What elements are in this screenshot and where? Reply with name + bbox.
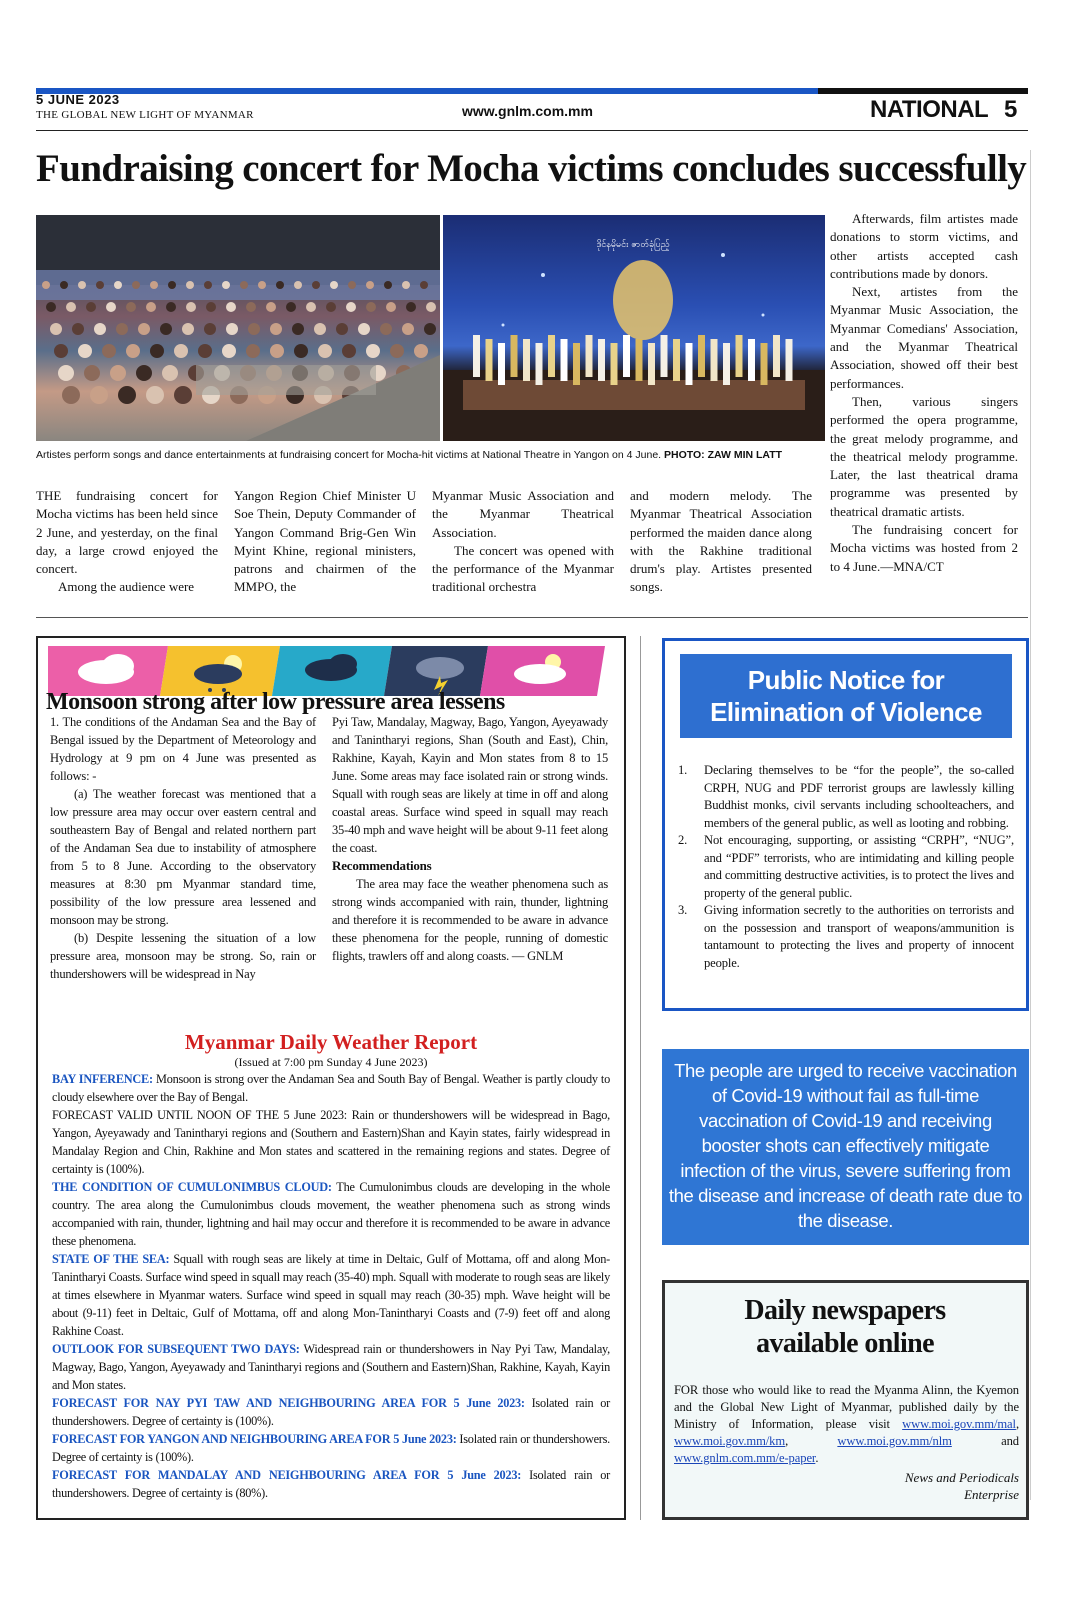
performer [523, 339, 530, 381]
audience-member [62, 386, 80, 404]
audience-member [330, 281, 338, 289]
notice-item: 2. Not encouraging, supporting, or assisting “CRPH”, “NUG”, and “PDF” terrorists, who are intimidating and killing people and committing destructive activities, is to protect the lives and property of the general public. [678, 833, 1014, 900]
audience-member [46, 302, 56, 312]
monsoon-headline: Monsoon strong after low pressure area lessens [46, 689, 505, 715]
performer [498, 343, 505, 385]
audience-member [306, 302, 316, 312]
photo-caption: Artistes perform songs and dance entertainments at fundraising concert for Mocha-hit victims at National Theatre in Yangon on 4 June. PHOTO: ZAW MIN LATT [36, 449, 783, 461]
audience-member [326, 302, 336, 312]
public-notice-title: Public Notice for Elimination of Violence [680, 654, 1012, 738]
audience-member [314, 323, 326, 335]
issue-date: 5 JUNE 2023 [36, 92, 120, 107]
audience-member [90, 386, 108, 404]
audience-member [58, 365, 74, 381]
audience-member [126, 302, 136, 312]
section-name: NATIONAL [870, 96, 989, 123]
audience-member [358, 323, 370, 335]
audience-member [174, 386, 192, 404]
audience-member [94, 323, 106, 335]
section-rule [36, 617, 1028, 618]
audience-member [150, 281, 158, 289]
audience-member [222, 344, 236, 358]
performer [723, 343, 730, 385]
audience-member [102, 344, 116, 358]
audience-member [342, 344, 356, 358]
audience-member [96, 281, 104, 289]
audience-member [424, 323, 436, 335]
audience-member [380, 323, 392, 335]
audience-member [226, 302, 236, 312]
bay-inference: BAY INFERENCE: Monsoon is strong over the Andaman Sea and South Bay of Bengal. Weather is partly cloudy to cloudy elsewhere over the Bay of Bengal. [52, 1072, 610, 1104]
forecast-nay-pyi-taw: FORECAST FOR NAY PYI TAW AND NEIGHBOURING AREA FOR 5 June 2023: Isolated rain or thundershowers. Degree of certainty is (100%). [52, 1396, 610, 1428]
audience-member [206, 302, 216, 312]
audience-member [132, 281, 140, 289]
audience-member [168, 281, 176, 289]
audience-member [198, 344, 212, 358]
audience-member [292, 323, 304, 335]
header-rule [36, 130, 1028, 131]
notice-item: 3. Giving information secretly to the authorities on terrorists and on the possession and transport of weapons/ammunition is tantamount to protecting the lives and property of innocent people. [678, 903, 1014, 970]
audience-member [174, 344, 188, 358]
audience-member [72, 323, 84, 335]
performer [748, 339, 755, 381]
audience-member [150, 344, 164, 358]
weather-report-body [52, 1070, 610, 1502]
audience-member [402, 281, 410, 289]
audience-member [276, 281, 284, 289]
audience-member [222, 281, 230, 289]
performer [761, 343, 768, 385]
performer [586, 335, 593, 377]
lead-column-1: THE fundraising concert for Mocha victims has been held since 2 June, and yesterday, on the final day, a large crowd enjoyed the concert. Among the audience were [36, 488, 218, 595]
stage-photo [443, 215, 825, 441]
state-of-sea: STATE OF THE SEA: Squall with rough seas are likely at time in Deltaic, Gulf of Mottama, off and along Mon-Tanintharyi Coasts. Surface wind speed in squall may reach (35-40) mph. Squall with moderate to rough seas are likely at times elsewhere in Myanmar waters. Surface wind speed in squall may reach (30-35) mph. Wave height will be about (9-11) feet in Deltaic, Gulf of Mottama, off and along Mon-Tanintharyi Coasts and (7-9) feet off and along Rakhine Coast. [52, 1252, 610, 1338]
audience-member [346, 302, 356, 312]
audience-member [246, 302, 256, 312]
page-number: 5 [1004, 96, 1018, 123]
vaccine-notice: The people are urged to receive vaccination of Covid-19 without fail as full-time vaccination of Covid-19 and receiving booster shots can effectively mitigate infection of the virus, severe suffering from the disease and increase of death rate due to the disease. [662, 1049, 1029, 1245]
audience-member [86, 302, 96, 312]
performer [786, 339, 793, 381]
recommendations-heading: Recommendations [332, 858, 432, 873]
performer [661, 335, 668, 377]
performer [773, 335, 780, 377]
audience-member [182, 323, 194, 335]
audience-member [266, 302, 276, 312]
audience-member [294, 344, 308, 358]
lead-column-3: Myanmar Music Association and the Myanmar Theatrical Association. The concert was opened with the performance of the Myanmar traditional orchestra [432, 488, 614, 595]
performer [648, 343, 655, 385]
performer [673, 339, 680, 381]
publisher-signature: News and Periodicals Enterprise [904, 1470, 1019, 1502]
performer [711, 339, 718, 381]
page-edge-rule [1030, 150, 1031, 1500]
monsoon-right-column: Pyi Taw, Mandalay, Magway, Bago, Yangon, Ayeyawady and Tanintharyi regions, Shan (South and East), Chin, Rakhine, Kayah, Kayin and Mon states from 8 to 15 June. Some areas may face isolated rain or strong winds. Squall with rough seas are likely at time in off and along coastal areas. Surface wind speed in squall may reach 35-40 mph and wave height will be about 9-11 feet along the coast. Recommendations The area may face the weather phenomena such as strong winds accompanied with rain, thunder, lightning and therefore it is recommended to be aware in advance these phenomena for the people, running of domestic flights, trawlers off and along coasts. — GNLM [332, 715, 608, 963]
audience-member [110, 365, 126, 381]
performer [636, 339, 643, 381]
audience-member [294, 281, 302, 289]
lead-column-5: Afterwards, film artistes made donations to storm victims, and other artists accepted cash contributions made by donors. Next, artistes from the Myanmar Music Association, the Myanmar Comedians' Association, and the Myanmar Theatrical Association, showed off their best performances. Then, various singers performed the opera programme, the great melody programme, and the theatrical melody programme. Later, the last theatrical drama programme was presented by theatrical dramatic artists. The fundraising concert for Mocha victims was hosted from 2 to 4 June.—MNA/CT [830, 211, 1018, 574]
audience-member [336, 323, 348, 335]
daily-newspapers-body: FOR those who would like to read the Myanma Alinn, the Kyemon and the Global New Light of Myanmar, published daily by the Ministry of Information, please visit www.moi.gov.mm/mal, www.moi.gov.mm/km, www.moi.gov.mm/nlm and www.gnlm.com.mm/e-paper. [674, 1383, 1019, 1465]
audience-member [78, 344, 92, 358]
audience-member [402, 323, 414, 335]
public-notice-list [674, 762, 1014, 972]
audience-member [318, 344, 332, 358]
audience-member [414, 344, 428, 358]
audience-member [186, 302, 196, 312]
monsoon-left-column: 1. The conditions of the Andaman Sea and the Bay of Bengal issued by the Department of Meteorology and Hydrology at 9 pm on 4 June was presented as follows: - (a) The weather forecast was mentioned that a low pressure area may occur over eastern central and southeastern Bay of Bengal and related northern part of the Andaman Sea due to instability of atmosphere from 5 to 8 June. According to the observatory measures at 8:30 pm Myanmar standard time, possibility of the low pressure area lessened and monsoon may be strong. (b) Despite lessening the situation of a low pressure area, monsoon may be strong. So, rain or thundershowers will be widespread in Nay [50, 715, 316, 981]
outlook-two-days: OUTLOOK FOR SUBSEQUENT TWO DAYS: Widespread rain or thundershowers in Nay Pyi Taw, Mandalay, Magway, Bago, Yangon, Ayeyawady and Tanintharyi regions and (Southern and Eastern)Shan, Rakhine, Kayah, Kayin and Mon states. [52, 1342, 610, 1392]
audience-member [270, 323, 282, 335]
audience-member [138, 323, 150, 335]
link-nlm[interactable]: www.moi.gov.mm/nlm [837, 1434, 952, 1448]
performer [511, 335, 518, 377]
audience-member [240, 281, 248, 289]
audience-member [312, 281, 320, 289]
audience-member [248, 323, 260, 335]
audience-member [366, 302, 376, 312]
audience-member [114, 281, 122, 289]
audience-member [126, 344, 140, 358]
forecast-valid: FORECAST VALID UNTIL NOON OF THE 5 June 2023: Rain or thundershowers will be widespread in Bago, Yangon, Ayeyawady and Tanintharyi regions and (Southern and Eastern)Shan and Kayin states, fairly widespread in Mandalay Region and Chin, Rakhine and Mon states and scattered in the remaining regions and states. Degree of certainty is (100%). [52, 1108, 610, 1176]
weather-report-issued: (Issued at 7:00 pm Sunday 4 June 2023) [234, 1055, 428, 1069]
audience-member [246, 344, 260, 358]
forecast-yangon: FORECAST FOR YANGON AND NEIGHBOURING AREA FOR 5 June 2023: Isolated rain or thundershowers. Degree of certainty is (100%). [52, 1432, 610, 1464]
audience-member [66, 302, 76, 312]
audience-member [386, 302, 396, 312]
link-km[interactable]: www.moi.gov.mm/km [674, 1434, 786, 1448]
audience-member [116, 323, 128, 335]
audience-member [384, 281, 392, 289]
audience-member [84, 365, 100, 381]
audience-member [270, 344, 284, 358]
weather-report-title: Myanmar Daily Weather Report [184, 1030, 478, 1054]
performer [623, 335, 630, 377]
audience-member [146, 302, 156, 312]
audience-member [160, 323, 172, 335]
performer [548, 335, 555, 377]
performer [536, 343, 543, 385]
header-accent-bar [36, 88, 1028, 94]
audience-member [348, 281, 356, 289]
audience-member [136, 365, 152, 381]
audience-member [426, 302, 436, 312]
audience-member [226, 323, 238, 335]
audience-member [162, 365, 178, 381]
performer [561, 339, 568, 381]
audience-member [204, 323, 216, 335]
link-mal[interactable]: www.moi.gov.mm/mal [902, 1417, 1016, 1431]
performer [573, 343, 580, 385]
audience-member [420, 281, 428, 289]
photo-credit: PHOTO: ZAW MIN LATT [664, 449, 783, 461]
performer [486, 339, 493, 381]
audience-member [78, 281, 86, 289]
audience-member [258, 281, 266, 289]
performer [698, 335, 705, 377]
performer [611, 343, 618, 385]
audience-member [42, 281, 50, 289]
audience-member [286, 302, 296, 312]
audience-member [118, 386, 136, 404]
audience-member [54, 344, 68, 358]
performer [473, 335, 480, 377]
audience-member [50, 323, 62, 335]
audience-member [406, 302, 416, 312]
column-divider [640, 636, 641, 1520]
audience-photo [36, 215, 440, 441]
paper-name: THE GLOBAL NEW LIGHT OF MYANMAR [36, 109, 254, 121]
performer [686, 343, 693, 385]
lead-column-4: and modern melody. The Myanmar Theatrical Association performed the maiden dance along with the Rakhine traditional drum's play. Artistes presented songs. [630, 488, 812, 595]
lead-column-2: Yangon Region Chief Minister U Soe Thein, Deputy Commander of Yangon Command Brig-Gen Win Myint Khine, regional ministers, patrons and chairmen of the MMPO, the [234, 488, 416, 595]
audience-member [60, 281, 68, 289]
performer [736, 335, 743, 377]
audience-member [204, 281, 212, 289]
audience-member [146, 386, 164, 404]
stage-banner: ဒိုင်နမိုမင်း ဇာတ်ခုံပြည့် [596, 240, 670, 250]
notice-item: 1. Declaring themselves to be “for the people”, the so-called CRPH, NUG and PDF terrorist groups are lawlessly killing Buddhist monks, civil servants including schoolteachers, and members of the general public, as well as looting and robbing. [678, 763, 1014, 830]
audience-member [366, 344, 380, 358]
performer [598, 339, 605, 381]
cumulonimbus-condition: THE CONDITION OF CUMULONIMBUS CLOUD: The Cumulonimbus clouds are developing in the whole country. The area along the Cumulonimbus clouds movement, the weather phenomena such as strong winds accompanied with rain, thunder, lightning and hail may occur and therefore it is recommended to be aware in advance these phenomena. [52, 1180, 610, 1248]
daily-newspapers-title: Daily newspapers available online [744, 1295, 946, 1359]
audience-member [166, 302, 176, 312]
lead-headline: Fundraising concert for Mocha victims concludes successfully [36, 147, 1027, 190]
audience-member [390, 344, 404, 358]
audience-member [186, 281, 194, 289]
audience-member [106, 302, 116, 312]
forecast-mandalay: FORECAST FOR MANDALAY AND NEIGHBOURING AREA FOR 5 June 2023: Isolated rain or thundershowers. Degree of certainty is (80%). [52, 1468, 610, 1500]
website-link[interactable]: www.gnlm.com.mm [462, 103, 593, 119]
audience-member [366, 281, 374, 289]
link-epaper[interactable]: www.gnlm.com.mm/e-paper [674, 1451, 816, 1465]
